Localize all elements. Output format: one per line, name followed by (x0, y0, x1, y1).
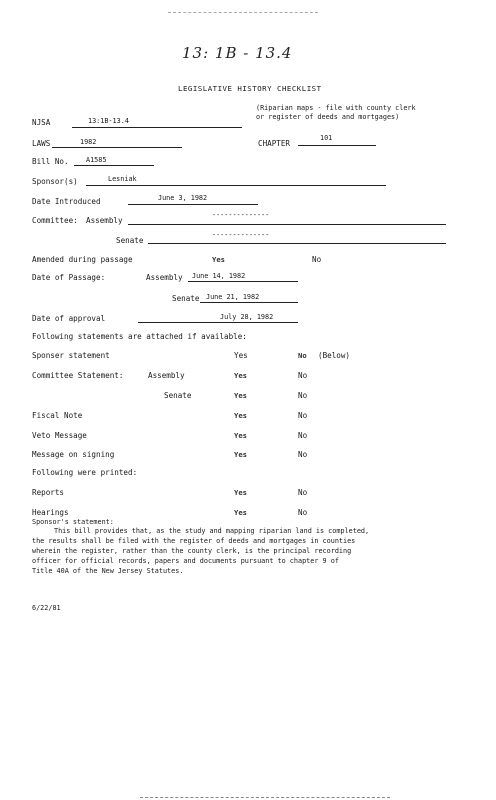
laws-underline (52, 147, 182, 148)
printed-row-label: Reports (32, 488, 65, 497)
printed-row-yes-struck: Yes (234, 508, 247, 517)
attached-row-yes-struck: Yes (234, 411, 247, 420)
sponsor-label: Sponsor(s) (32, 177, 78, 186)
attached-heading: Following statements are attached if available: (32, 332, 247, 341)
amended-label: Amended during passage (32, 255, 133, 264)
attached-row-sub: Senate (164, 391, 192, 400)
passage-senate-value: June 21, 1982 (206, 293, 260, 301)
bill-value: A1585 (86, 156, 107, 164)
riparian-note-line1: (Riparian maps - file with county clerk (256, 104, 416, 112)
approval-value: July 28, 1982 (220, 313, 274, 321)
approval-underline (138, 322, 298, 323)
handwritten-reference: 13: 1B - 13.4 (182, 44, 293, 62)
njsa-label: NJSA (32, 118, 51, 127)
statement-heading: Sponsor's statement: (32, 518, 114, 526)
statement-line: This bill provides that, as the study and mapping riparian land is completed, (54, 527, 370, 535)
committee-senate-label: Senate (116, 236, 144, 245)
committee-assembly-value: -------------- (212, 211, 270, 219)
statement-line: wherein the register, rather than the county clerk, is the principal recording (32, 547, 352, 555)
passage-assembly-value: June 14, 1982 (192, 272, 246, 280)
attached-row-note: (Below) (318, 351, 351, 360)
statement-line: Title 40A of the New Jersey Statutes. (32, 567, 184, 575)
laws-value: 1982 (80, 138, 97, 146)
attached-row-yes-struck: Yes (234, 450, 247, 459)
bill-underline (74, 165, 154, 166)
attached-row-no: No (298, 371, 308, 380)
bill-label: Bill No. (32, 157, 69, 166)
chapter-label: CHAPTER (258, 139, 291, 148)
chapter-underline (298, 145, 376, 146)
sponsor-underline (86, 185, 386, 186)
date-introduced-label: Date Introduced (32, 197, 101, 206)
statement-line: the results shall be filed with the register of deeds and mortgages in counties (32, 537, 356, 545)
committee-assembly-label: Assembly (86, 216, 123, 225)
passage-assembly-label: Assembly (146, 273, 183, 282)
attached-row-yes-struck: Yes (234, 371, 247, 380)
printed-heading: Following were printed: (32, 468, 138, 477)
attached-row-no: No (298, 450, 308, 459)
attached-row-yes-struck: Yes (234, 391, 247, 400)
printed-row-yes-struck: Yes (234, 488, 247, 497)
njsa-value: 13:1B-13.4 (88, 117, 129, 125)
committee-senate-value: -------------- (212, 231, 270, 239)
attached-row-label: Sponser statement (32, 351, 110, 360)
riparian-note-line2: or register of deeds and mortgages) (256, 113, 400, 121)
statement-line: officer for official records, papers and documents pursuant to chapter 9 of (32, 557, 339, 565)
amended-yes-struck: Yes (212, 255, 225, 264)
date-introduced-value: June 3, 1982 (158, 194, 208, 202)
attached-row-yes: Yes (234, 351, 248, 360)
attached-row-no: No (298, 391, 308, 400)
committee-senate-underline (148, 243, 446, 244)
footer-date: 6/22/81 (32, 604, 61, 612)
attached-row-label: Fiscal Note (32, 411, 83, 420)
printed-row-no: No (298, 508, 308, 517)
scan-mark-top (168, 12, 318, 13)
attached-row-yes-struck: Yes (234, 431, 247, 440)
passage-senate-label: Senate (172, 294, 200, 303)
attached-row-label: Committee Statement: (32, 371, 124, 380)
date-introduced-underline (128, 204, 258, 205)
amended-no: No (312, 255, 322, 264)
committee-label: Committee: (32, 216, 78, 225)
passage-senate-underline (200, 302, 298, 303)
attached-row-label: Message on signing (32, 450, 115, 459)
printed-row-label: Hearings (32, 508, 69, 517)
approval-label: Date of approval (32, 314, 106, 323)
printed-row-no: No (298, 488, 308, 497)
attached-row-no: No (298, 431, 308, 440)
document-title: LEGISLATIVE HISTORY CHECKLIST (178, 84, 322, 93)
chapter-value: 101 (320, 134, 333, 142)
passage-assembly-underline (188, 281, 298, 282)
committee-assembly-underline (128, 224, 446, 225)
scan-mark-bottom (140, 797, 390, 798)
attached-row-label: Veto Message (32, 431, 87, 440)
sponsor-value: Lesniak (108, 175, 137, 183)
attached-row-no: No (298, 411, 308, 420)
laws-label: LAWS (32, 139, 51, 148)
passage-label: Date of Passage: (32, 273, 106, 282)
njsa-underline (72, 127, 242, 128)
attached-row-sub: Assembly (148, 371, 185, 380)
attached-row-no-struck: No (298, 351, 307, 360)
